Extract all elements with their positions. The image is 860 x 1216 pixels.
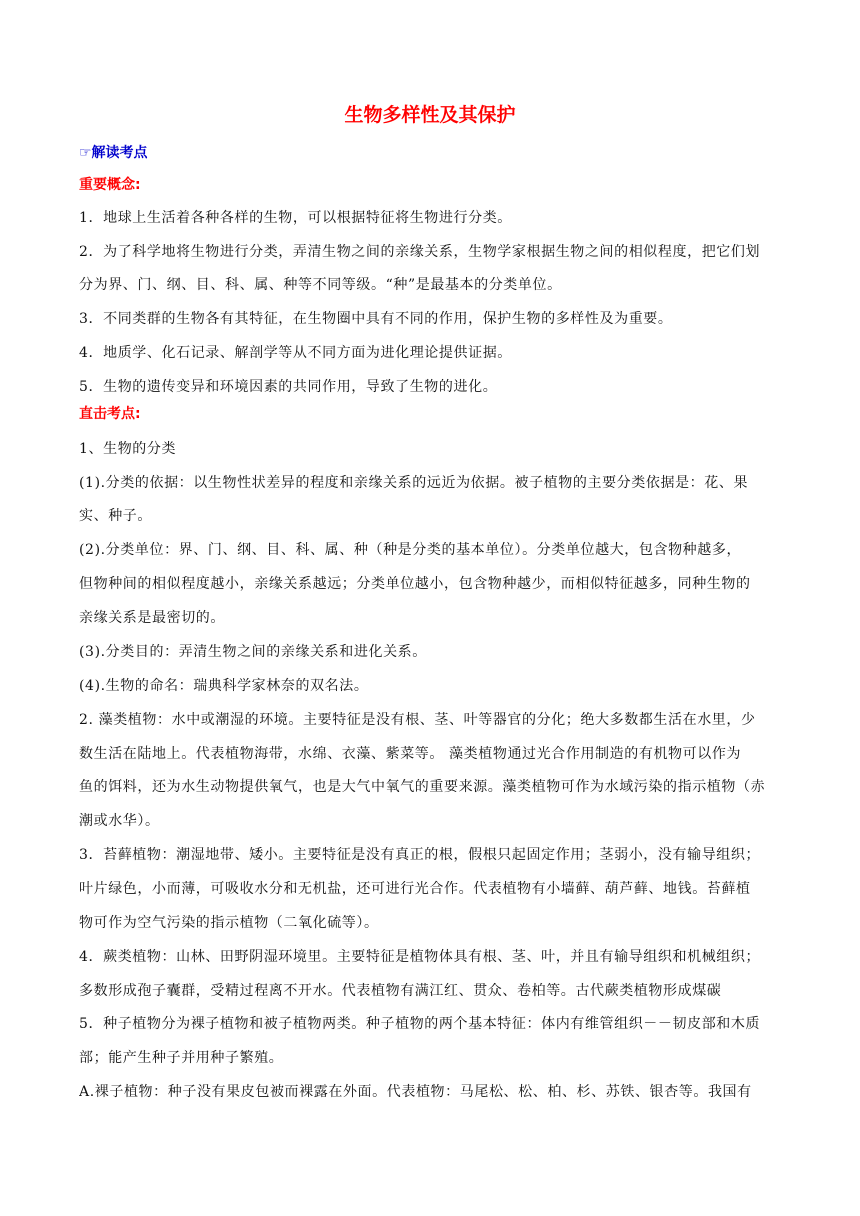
- text-line: 物可作为空气污染的指示植物（二氧化硫等）。: [79, 915, 379, 931]
- text-line: A.裸子植物：种子没有果皮包被而裸露在外面。代表植物：马尾松、松、柏、杉、苏铁、银杏等。我国有: [79, 1084, 752, 1100]
- text-line: 分为界、门、纲、目、科、属、种等不同等级。“种”是最基本的分类单位。: [79, 277, 562, 293]
- text-line: (1).分类的依据：以生物性状差异的程度和亲缘关系的远近为依据。被子植物的主要分类依据是：花、果: [79, 475, 749, 491]
- text-line: 5．生物的遗传变异和环境因素的共同作用，导致了生物的进化。: [79, 379, 498, 395]
- text-line: 多数形成孢子囊群，受精过程离不开水。代表植物有满江红、贯众、卷柏等。古代蕨类植物形成煤碳: [79, 983, 722, 999]
- text-line: (2).分类单位：界、门、纲、目、科、属、种（种是分类的基本单位）。分类单位越大，包含物种越多，: [79, 542, 742, 558]
- text-line: 亲缘关系是最密切的。: [79, 610, 225, 626]
- text-line: 部；能产生种子并用种子繁殖。: [79, 1050, 284, 1066]
- text-line: 5．种子植物分为裸子植物和被子植物两类。种子植物的两个基本特征：体内有维管组织－－韧皮部和木质: [79, 1016, 761, 1032]
- text-line: (4).生物的命名：瑞典科学家林奈的双名法。: [79, 678, 369, 694]
- text-line: 1．地球上生活着各种各样的生物，可以根据特征将生物进行分类。: [79, 210, 512, 226]
- heading-important-concepts: 重要概念:: [79, 177, 141, 193]
- text-line: 4．地质学、化石记录、解剖学等从不同方面为进化理论提供证据。: [79, 345, 512, 361]
- text-line: (3).分类目的：弄清生物之间的亲缘关系和进化关系。: [79, 644, 427, 660]
- text-line: 3．苔藓植物：潮湿地带、矮小。主要特征是没有真正的根，假根只起固定作用；茎弱小，没有输导组织；: [79, 847, 761, 863]
- text-line: 潮或水华）。: [79, 813, 160, 829]
- text-line: 但物种间的相似程度越小，亲缘关系越远；分类单位越小，包含物种越少，而相似特征越多，同种生物的: [79, 576, 751, 592]
- text-line: 1、生物的分类: [79, 441, 177, 457]
- text-line: 4．蕨类植物：山林、田野阴湿环境里。主要特征是植物体具有根、茎、叶，并且有输导组织和机械组织；: [79, 949, 761, 965]
- text-line: 数生活在陆地上。代表植物海带，水绵、衣藻、紫菜等。 藻类植物通过光合作用制造的有机物可以作为: [79, 746, 742, 762]
- heading-key-points: 直击考点:: [79, 406, 141, 422]
- text-line: 叶片绿色，小而薄，可吸收水分和无机盐，还可进行光合作。代表植物有小墙藓、葫芦藓、地钱。苔藓植: [79, 881, 751, 897]
- page-title: 生物多样性及其保护: [344, 104, 516, 126]
- section-link-exam-points[interactable]: ☞解读考点: [79, 145, 148, 161]
- text-line: 实、种子。: [79, 508, 152, 524]
- text-line: 鱼的饵料，还为水生动物提供氧气，也是大气中氧气的重要来源。藻类植物可作为水域污染的指示植物（赤: [79, 779, 766, 795]
- text-line: 3．不同类群的生物各有其特征，在生物圈中具有不同的作用，保护生物的多样性及为重要。: [79, 311, 673, 327]
- text-line: 2．为了科学地将生物进行分类，弄清生物之间的亲缘关系，生物学家根据生物之间的相似程度，把它们划: [79, 244, 761, 260]
- text-line: 2. 藻类植物：水中或潮湿的环境。主要特征是没有根、茎、叶等器官的分化；绝大多数都生活在水里，少: [79, 712, 756, 728]
